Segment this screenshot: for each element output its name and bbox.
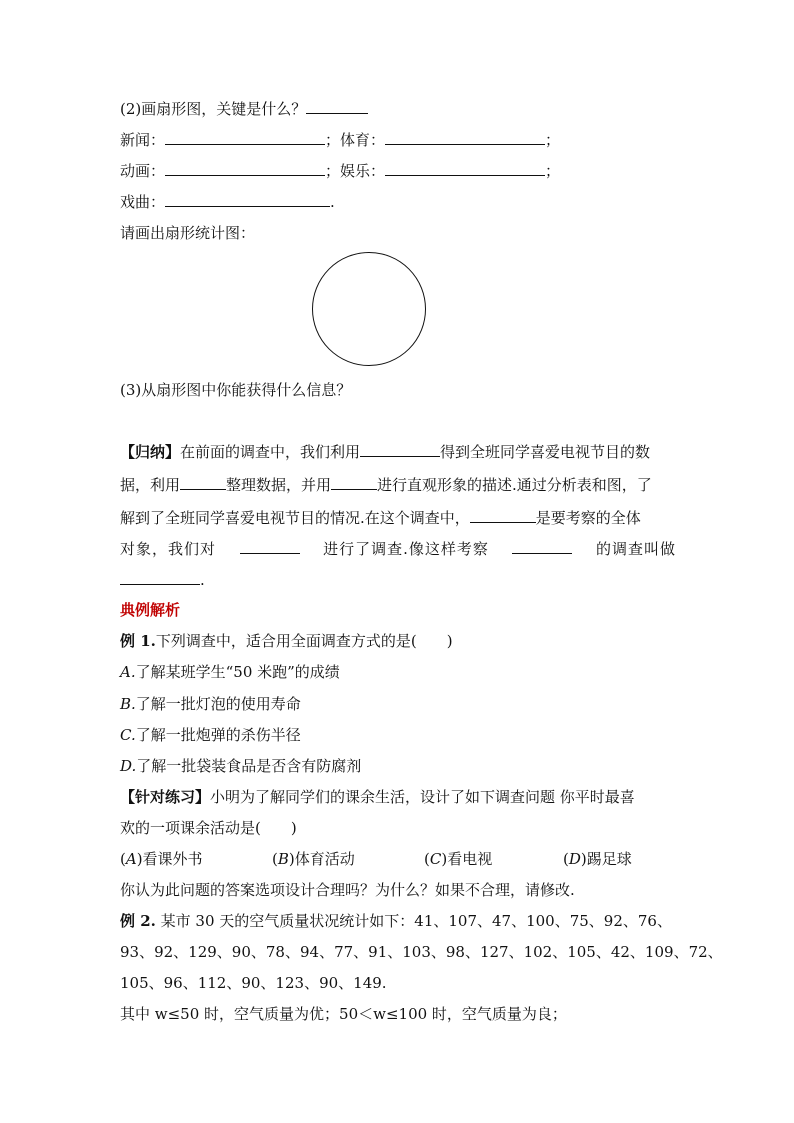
paren: ( <box>563 850 569 868</box>
ent-blank[interactable] <box>385 160 545 176</box>
practice-option-d <box>563 849 632 869</box>
summary-text: 进行直观形象的描述.通过分析表和图，了 <box>377 476 652 494</box>
anim-blank[interactable] <box>165 160 325 176</box>
practice-option-c <box>424 849 492 869</box>
draw-instruction: 请画出扇形统计图： <box>120 224 256 242</box>
ex2-line-3: 105、96、112、90、123、90、149. <box>120 974 387 992</box>
practice-option-b <box>272 849 355 869</box>
ex1-option-d <box>120 756 361 776</box>
summary-blank-5[interactable] <box>240 538 300 554</box>
summary-blank-1[interactable] <box>360 441 440 457</box>
option-text: 了解一批灯泡的使用寿命 <box>135 695 301 713</box>
summary-text: 整理数据，并用 <box>226 476 332 494</box>
ex1-label: 例 1. <box>120 632 156 650</box>
summary-text: 解到了全班同学喜爱电视节目的情况.在这个调查中， <box>120 509 470 527</box>
option-text: )看课外书 <box>136 850 203 868</box>
ex2-text: 某市 30 天的空气质量状况统计如下：41、107、47、100、75、92、76、 <box>155 912 672 930</box>
news-label: 新闻： <box>120 131 166 149</box>
summary-text: 进行了调查.像这样考察 <box>323 540 489 558</box>
option-text: )看电视 <box>441 850 493 868</box>
opera-line <box>120 191 335 212</box>
ex2-line-2: 93、92、129、90、78、94、77、91、103、98、127、102、105、42、109、72、 <box>120 943 723 961</box>
summary-text: 得到全班同学喜爱电视节目的数 <box>440 443 651 461</box>
summary-text: 是要考察的全体 <box>535 509 641 527</box>
option-letter: C <box>429 850 442 868</box>
pie-chart-drawing-circle[interactable] <box>312 252 426 366</box>
sports-label: ；体育： <box>325 131 386 149</box>
period: . <box>200 571 205 589</box>
option-letter: A <box>125 850 137 868</box>
option-letter: B. <box>120 695 136 713</box>
ent-label: ；娱乐： <box>325 162 386 180</box>
summary-line-1 <box>120 441 650 462</box>
option-text: 了解某班学生“50 米跑”的成绩 <box>135 663 340 681</box>
ex1-option-a <box>120 662 340 682</box>
anim-label: 动画： <box>120 162 166 180</box>
practice-tag: 【针对练习】 <box>120 788 211 806</box>
ex1-stem: 下列调查中，适合用全面调查方式的是( ) <box>155 632 453 650</box>
practice-line-1 <box>120 787 635 807</box>
summary-blank-7[interactable] <box>120 569 200 585</box>
summary-text: 对象，我们对 <box>120 540 217 558</box>
summary-blank-3[interactable] <box>331 474 377 490</box>
q2-prompt: (2)画扇形图，关键是什么？ <box>120 100 307 118</box>
summary-tag: 【归纳】 <box>120 443 181 461</box>
summary-blank-4[interactable] <box>470 507 536 523</box>
anim-ent-line <box>120 160 560 181</box>
summary-line-3 <box>120 507 641 528</box>
practice-line-3: 你认为此问题的答案选项设计合理吗？为什么？如果不合理，请修改. <box>120 881 575 899</box>
ex1-option-c <box>120 725 301 745</box>
ex2-line-1 <box>120 911 672 931</box>
option-text: )踢足球 <box>580 850 632 868</box>
summary-line-4 <box>120 538 676 559</box>
q2-prompt-line <box>120 98 368 119</box>
practice-line-2: 欢的一项课余活动是( ) <box>120 819 297 837</box>
practice-text: 小明为了解同学们的课余生活，设计了如下调查问题 你平时最喜 <box>210 788 635 806</box>
option-text: 了解一批袋装食品是否含有防腐剂 <box>136 757 362 775</box>
summary-text: 在前面的调查中，我们利用 <box>180 443 361 461</box>
summary-blank-2[interactable] <box>180 474 226 490</box>
summary-line-5 <box>120 569 205 590</box>
ex2-line-4: 其中 w≤50 时，空气质量为优；50＜w≤100 时，空气质量为良； <box>120 1005 567 1023</box>
sports-blank[interactable] <box>385 129 545 145</box>
section-title: 典例解析 <box>120 601 181 619</box>
option-letter: D <box>568 850 581 868</box>
semicolon: ； <box>545 131 561 149</box>
paren: ( <box>272 850 278 868</box>
answer-blank[interactable] <box>306 98 368 114</box>
practice-option-a <box>120 849 203 869</box>
summary-blank-6[interactable] <box>512 538 572 554</box>
q3-prompt: (3)从扇形图中你能获得什么信息？ <box>120 381 352 399</box>
option-letter: C. <box>120 726 136 744</box>
summary-line-2 <box>120 474 652 495</box>
ex2-label: 例 2. <box>120 912 156 930</box>
summary-text: 据，利用 <box>120 476 181 494</box>
option-text: 了解一批炮弹的杀伤半径 <box>135 726 301 744</box>
news-sports-line <box>120 129 560 150</box>
semicolon: ； <box>545 162 561 180</box>
ex1-option-b <box>120 694 301 714</box>
option-letter: A. <box>120 663 136 681</box>
ex1-stem-line <box>120 631 453 651</box>
period: . <box>330 193 335 211</box>
news-blank[interactable] <box>165 129 325 145</box>
option-letter: B <box>277 850 289 868</box>
paren: ( <box>424 850 430 868</box>
option-letter: D. <box>120 757 137 775</box>
paren: ( <box>120 850 126 868</box>
option-text: )体育活动 <box>288 850 355 868</box>
opera-label: 戏曲： <box>120 193 166 211</box>
summary-text: 的调查叫做 <box>595 540 676 558</box>
opera-blank[interactable] <box>165 191 330 207</box>
